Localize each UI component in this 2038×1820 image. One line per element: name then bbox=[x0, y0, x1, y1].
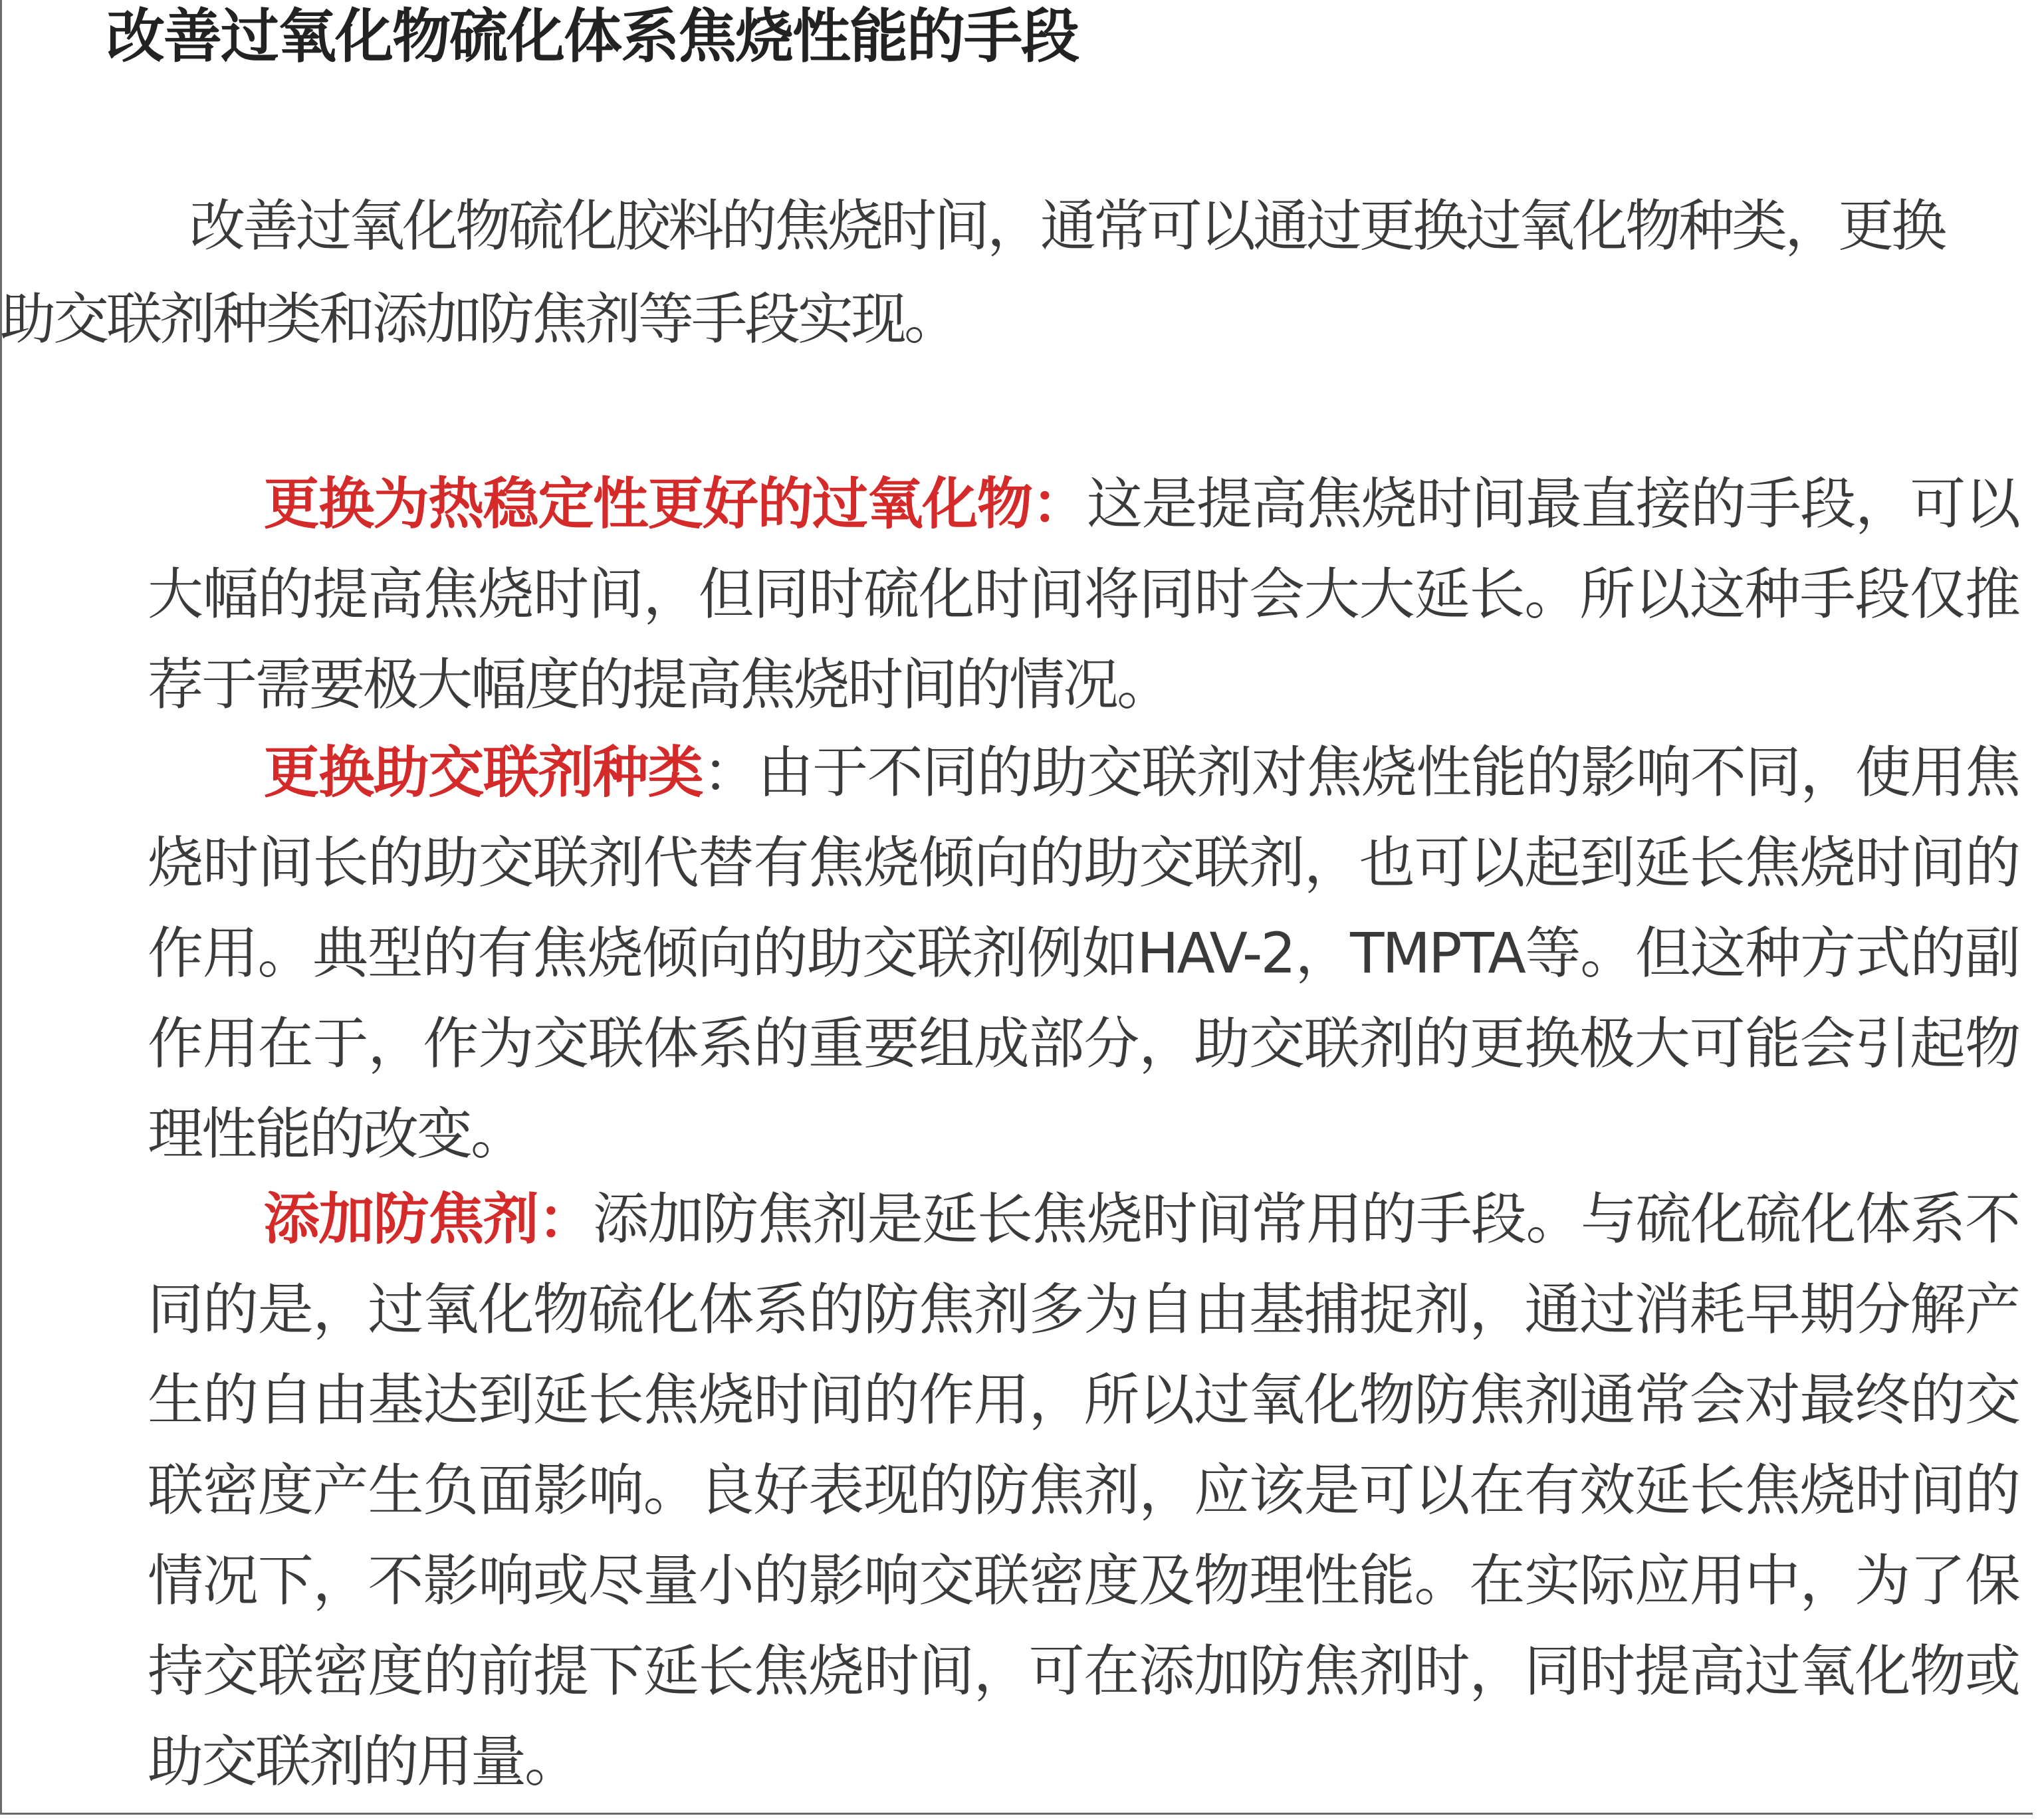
intro-text: 改善过氧化物硫化胶料的焦烧时间，通常可以通过更换过氧化物种类，更换助交联剂种类和添加防焦剂等手段实现。 bbox=[0, 193, 1945, 352]
document-title: 改善过氧化物硫化体系焦烧性能的手段 bbox=[106, 2, 1079, 70]
section-heading: 更换助交联剂种类 bbox=[263, 740, 703, 805]
intro-paragraph bbox=[0, 179, 1954, 366]
section-retarder-addition bbox=[148, 1174, 2019, 1807]
section-heading: 更换为热稳定性更好的过氧化物： bbox=[263, 471, 1087, 536]
section-heading: 添加防焦剂： bbox=[263, 1187, 593, 1252]
section-body: 这是提高焦烧时间最直接的手段，可以大幅的提高焦烧时间，但同时硫化时间将同时会大大延长。所以这种手段仅推荐于需要极大幅度的提高焦烧时间的情况。 bbox=[148, 471, 2019, 717]
section-coagent-replacement bbox=[148, 727, 2019, 1179]
section-body: ：由于不同的助交联剂对焦烧性能的影响不同，使用焦烧时间长的助交联剂代替有焦烧倾向的助交联剂，也可以起到延长焦烧时间的作用。典型的有焦烧倾向的助交联剂例如HAV-2，TMPTA等。但这种方式的副作用在于，作为交联体系的重要组成部分，助交联剂的更换极大可能会引起物理性能的改变。 bbox=[148, 740, 2019, 1167]
section-body: 添加防焦剂是延长焦烧时间常用的手段。与硫化硫化体系不同的是，过氧化物硫化体系的防焦剂多为自由基捕捉剂，通过消耗早期分解产生的自由基达到延长焦烧时间的作用，所以过氧化物防焦剂通常会对最终的交联密度产生负面影响。良好表现的防焦剂，应该是可以在有效延长焦烧时间的情况下，不影响或尽量小的影响交联密度及物理性能。在实际应用中，为了保持交联密度的前提下延长焦烧时间，可在添加防焦剂时，同时提高过氧化物或助交联剂的用量。 bbox=[148, 1187, 2019, 1794]
section-peroxide-replacement bbox=[148, 459, 2019, 730]
